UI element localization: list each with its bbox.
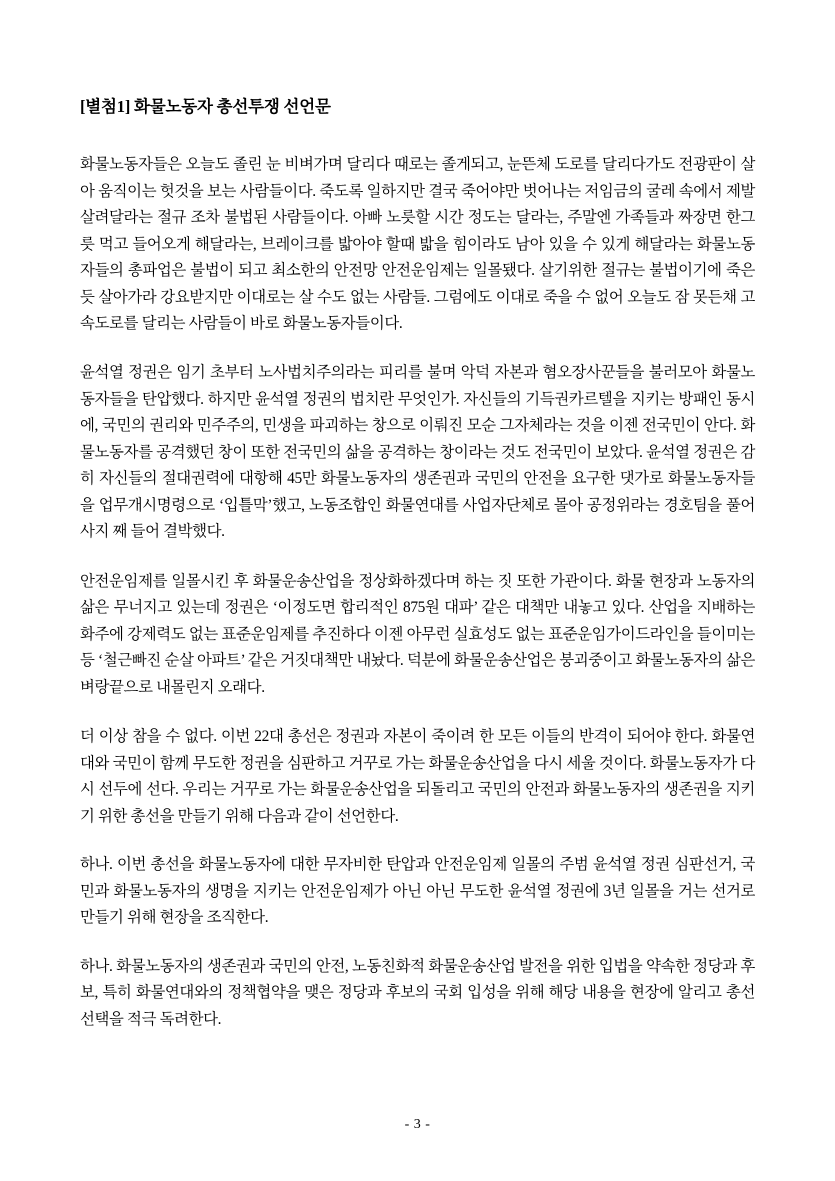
paragraph-1: 화물노동자들은 오늘도 졸린 눈 비벼가며 달리다 때로는 졸게되고, 눈뜬체 도로를 달리다가도 전광판이 살아 움직이는 헛것을 보는 사람들이다. 죽도록 일하지만 결국 죽어야만 벗어나는 저임금의 굴레 속에서 제발 살려달라는 절규 조차 불법된 사람들이다. 아빠 노릇할 시간 정도는 달라는, 주말엔 가족들과 짜장면 한그릇 먹고 들어오게 해달라는, 브레이크를 밟아야 할때 밟을 힘이라도 남아 있을 수 있게 해달라는 화물노동자들의 총파업은 불법이 되고 최소한의 안전망 안전운임제는 일몰됐다. 살기위한 절규는 불법이기에 죽은듯 살아가라 강요받지만 이대로는 살 수도 없는 사람들. 그럼에도 이대로 죽을 수 없어 오늘도 잠 못든채 고속도로를 달리는 사람들이 바로 화물노동자들이다.: [80, 156, 755, 332]
declaration-item-2: 하나. 화물노동자의 생존권과 국민의 안전, 노동친화적 화물운송산업 발전을 위한 입법을 약속한 정당과 후보, 특히 화물연대와의 정책협약을 맺은 정당과 후보의 국회 입성을 위해 해당 내용을 현장에 알리고 총선 선택을 적극 독려한다.: [80, 957, 755, 1028]
declaration-item-1: 하나. 이번 총선을 화물노동자에 대한 무자비한 탄압과 안전운임제 일몰의 주범 윤석열 정권 심판선거, 국민과 화물노동자의 생명을 지키는 안전운임제가 아닌 아닌 무도한 윤석열 정권에 3년 일몰을 거는 선거로 만들기 위해 현장을 조직한다.: [80, 856, 755, 927]
paragraph-3: 안전운임제를 일몰시킨 후 화물운송산업을 정상화하겠다며 하는 짓 또한 가관이다. 화물 현장과 노동자의 삶은 무너지고 있는데 정권은 ‘이정도면 합리적인 875원 대파’ 같은 대책만 내놓고 있다. 산업을 지배하는 화주에 강제력도 없는 표준운임제를 추진하다 이젠 아무런 실효성도 없는 표준운임가이드라인을 들이미는 등 ‘철근빠진 순살 아파트’ 같은 거짓대책만 내놨다. 덕분에 화물운송산업은 붕괴중이고 화물노동자의 삶은 벼랑끝으로 내몰린지 오래다.: [80, 572, 755, 696]
page-title: [별첨1] 화물노동자 총선투쟁 선언문: [80, 97, 331, 116]
paragraph-2: 윤석열 정권은 임기 초부터 노사법치주의라는 피리를 불며 악덕 자본과 혐오장사꾼들을 불러모아 화물노동자들을 탄압했다. 하지만 윤석열 정권의 법치란 무엇인가. 자신들의 기득권카르텔을 지키는 방패인 동시에, 국민의 권리와 민주주의, 민생을 파괴하는 창으로 이뤄진 모순 그자체라는 것을 이젠 전국민이 안다. 화물노동자를 공격했던 창이 또한 전국민의 삶을 공격하는 창이라는 것도 전국민이 보았다. 윤석열 정권은 감히 자신들의 절대권력에 대항해 45만 화물노동자의 생존권과 국민의 안전을 요구한 댓가로 화물노동자들을 업무개시명령으로 ‘입틀막’했고, 노동조합인 화물연대를 사업자단체로 몰아 공정위라는 경호팀을 풀어 사지 째 들어 결박했다.: [80, 364, 755, 541]
page-number: - 3 -: [404, 1117, 431, 1132]
paragraph-4: 더 이상 참을 수 없다. 이번 22대 총선은 정권과 자본이 죽이려 한 모든 이들의 반격이 되어야 한다. 화물연대와 국민이 함께 무도한 정권을 심판하고 거꾸로 가는 화물운송산업을 다시 세울 것이다. 화물노동자가 다시 선두에 선다. 우리는 거꾸로 가는 화물운송산업을 되돌리고 국민의 안전과 화물노동자의 생존권을 지키기 위한 총선을 만들기 위해 다음과 같이 선언한다.: [80, 728, 755, 825]
